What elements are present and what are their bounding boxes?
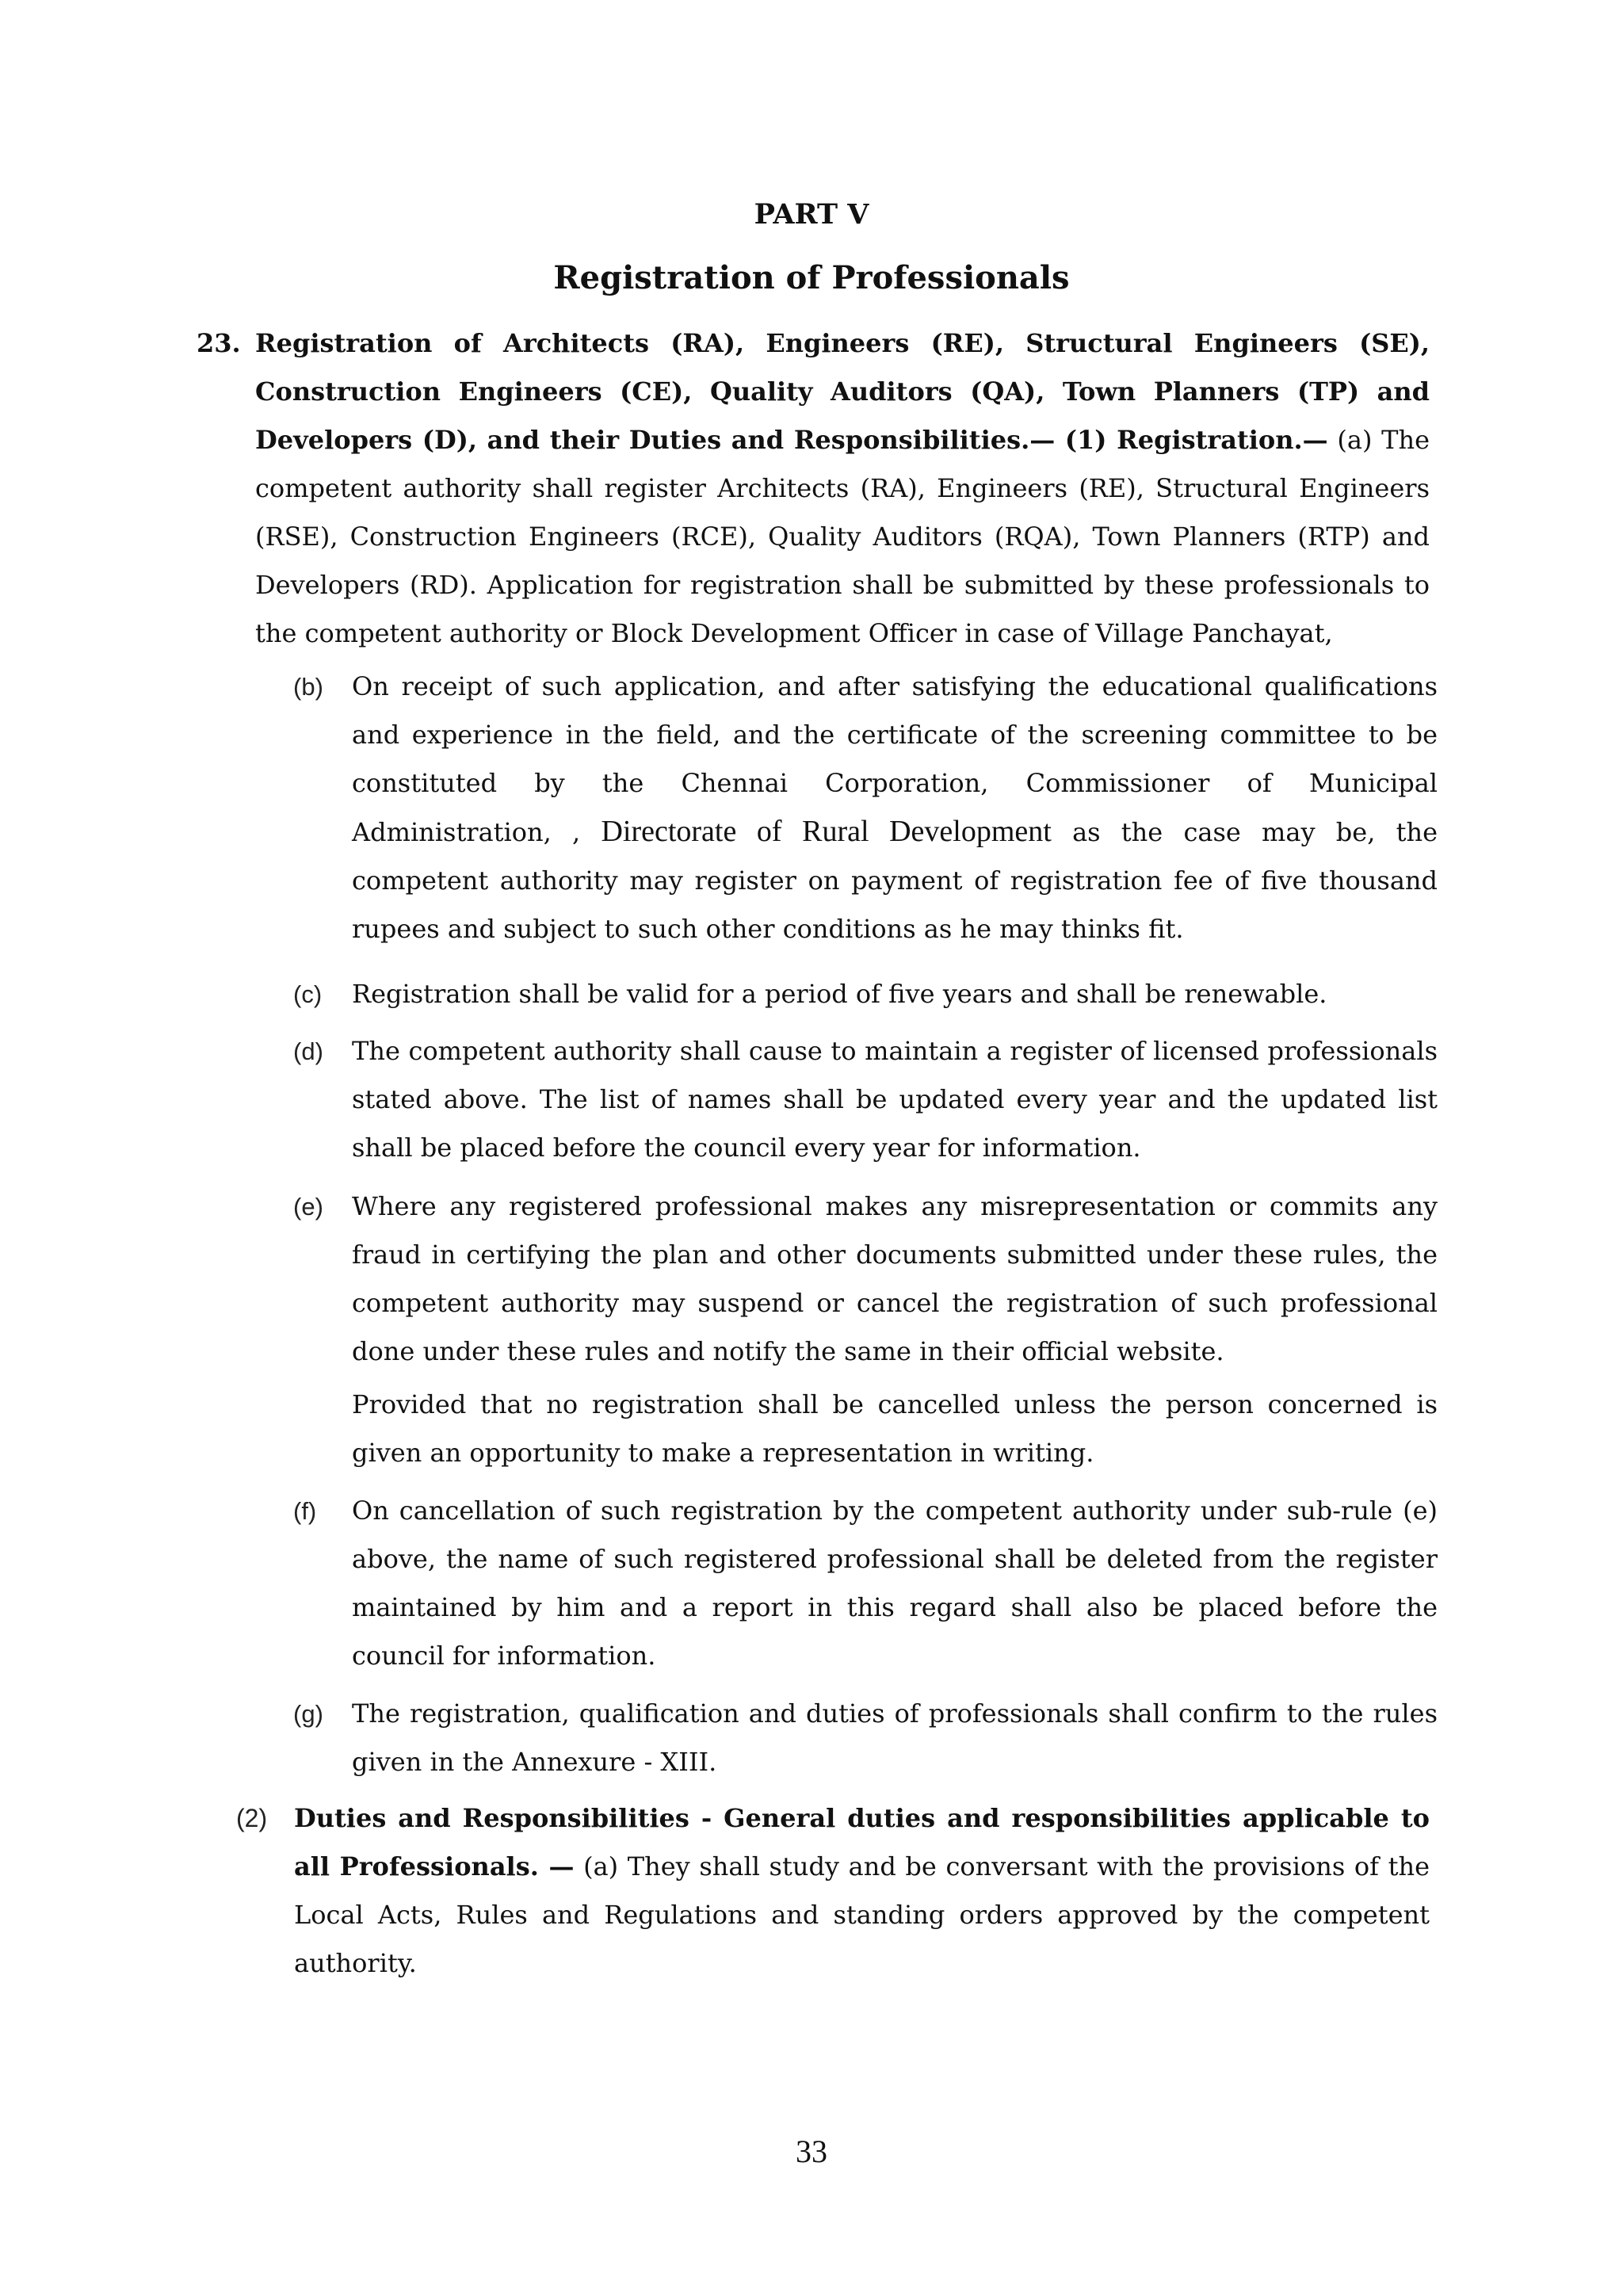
clause-label: (e) bbox=[293, 1193, 323, 1221]
clause-text: The registration, qualification and duties of professionals shall confirm to the rules given in the Annexure - XIII. bbox=[352, 1698, 1438, 1777]
section-number: 23. bbox=[197, 328, 241, 358]
clause-label: (c) bbox=[293, 980, 323, 1008]
clause-label: (b) bbox=[293, 673, 323, 701]
part-heading: PART V bbox=[754, 198, 869, 231]
section-23-paragraph bbox=[255, 319, 1430, 658]
page-title: Registration of Professionals bbox=[553, 259, 1070, 296]
clause-label: (g) bbox=[293, 1700, 323, 1728]
clause-text: Where any registered professional makes any misrepresentation or commits any fraud in certifying the plan and other documents submitted under these rules, the competent authority may suspend or cancel the registration of such professional done under these rules and notify the same in their official website. bbox=[352, 1191, 1438, 1366]
clause-label: (f) bbox=[293, 1497, 317, 1525]
subrule-2-text: (a) They shall study and be conversant with the provisions of the Local Acts, Rules and Regulations and standing orders approved by the competent authority. bbox=[294, 1851, 1430, 1978]
directorate-name: Directorate of Rural Development bbox=[601, 815, 1052, 848]
clause-text: Registration shall be valid for a period of five years and shall be renewable. bbox=[352, 979, 1327, 1009]
subrule-2-label: (2) bbox=[236, 1804, 268, 1832]
clause-text-part: On receipt of such application, and after satisfying the educational qualifications and experience in the field, and the certificate of the screening committee to be constituted by the Chennai Corporation, Commissioner of Municipal Administration, , bbox=[352, 671, 1438, 847]
section-heading: Registration of Architects (RA), Engineers (RE), Structural Engineers (SE), Construction Engineers (CE), Quality Auditors (QA), Town Planners (TP) and Developers (D), and their Duties and Responsibilities.— (1) Registration.— bbox=[255, 328, 1430, 455]
section-clause-a: (a) The competent authority shall register Architects (RA), Engineers (RE), Structural Engineers (RSE), Construction Engineers (RCE), Quality Auditors (RQA), Town Planners (RTP) and Developers (RD). Application for registration shall be submitted by these professionals to the competent authority or Block Development Officer in case of Village Panchayat, bbox=[255, 425, 1430, 648]
proviso-text: Provided that no registration shall be cancelled unless the person concerned is given an opportunity to make a representation in writing. bbox=[352, 1389, 1438, 1468]
subrule-2-heading: Duties and Responsibilities - General duties and responsibilities applicable to all Professionals. — bbox=[294, 1803, 1430, 1881]
clause-text bbox=[352, 663, 1438, 953]
clause-text: On cancellation of such registration by the competent authority under sub-rule (e) above, the name of such registered professional shall be deleted from the register maintained by him and a report in this regard shall also be placed before the council for information. bbox=[352, 1496, 1438, 1671]
page-number: 33 bbox=[796, 2134, 827, 2169]
clause-label: (d) bbox=[293, 1037, 323, 1065]
clause-text-part: as the case may be, the competent authority may register on payment of registration fee of five thousand rupees and subject to such other conditions as he may thinks fit. bbox=[352, 817, 1438, 944]
subrule-2-paragraph bbox=[294, 1794, 1430, 1988]
clause-text: The competent authority shall cause to maintain a register of licensed professionals stated above. The list of names shall be updated every year and the updated list shall be placed before the council every year for information. bbox=[352, 1036, 1438, 1163]
